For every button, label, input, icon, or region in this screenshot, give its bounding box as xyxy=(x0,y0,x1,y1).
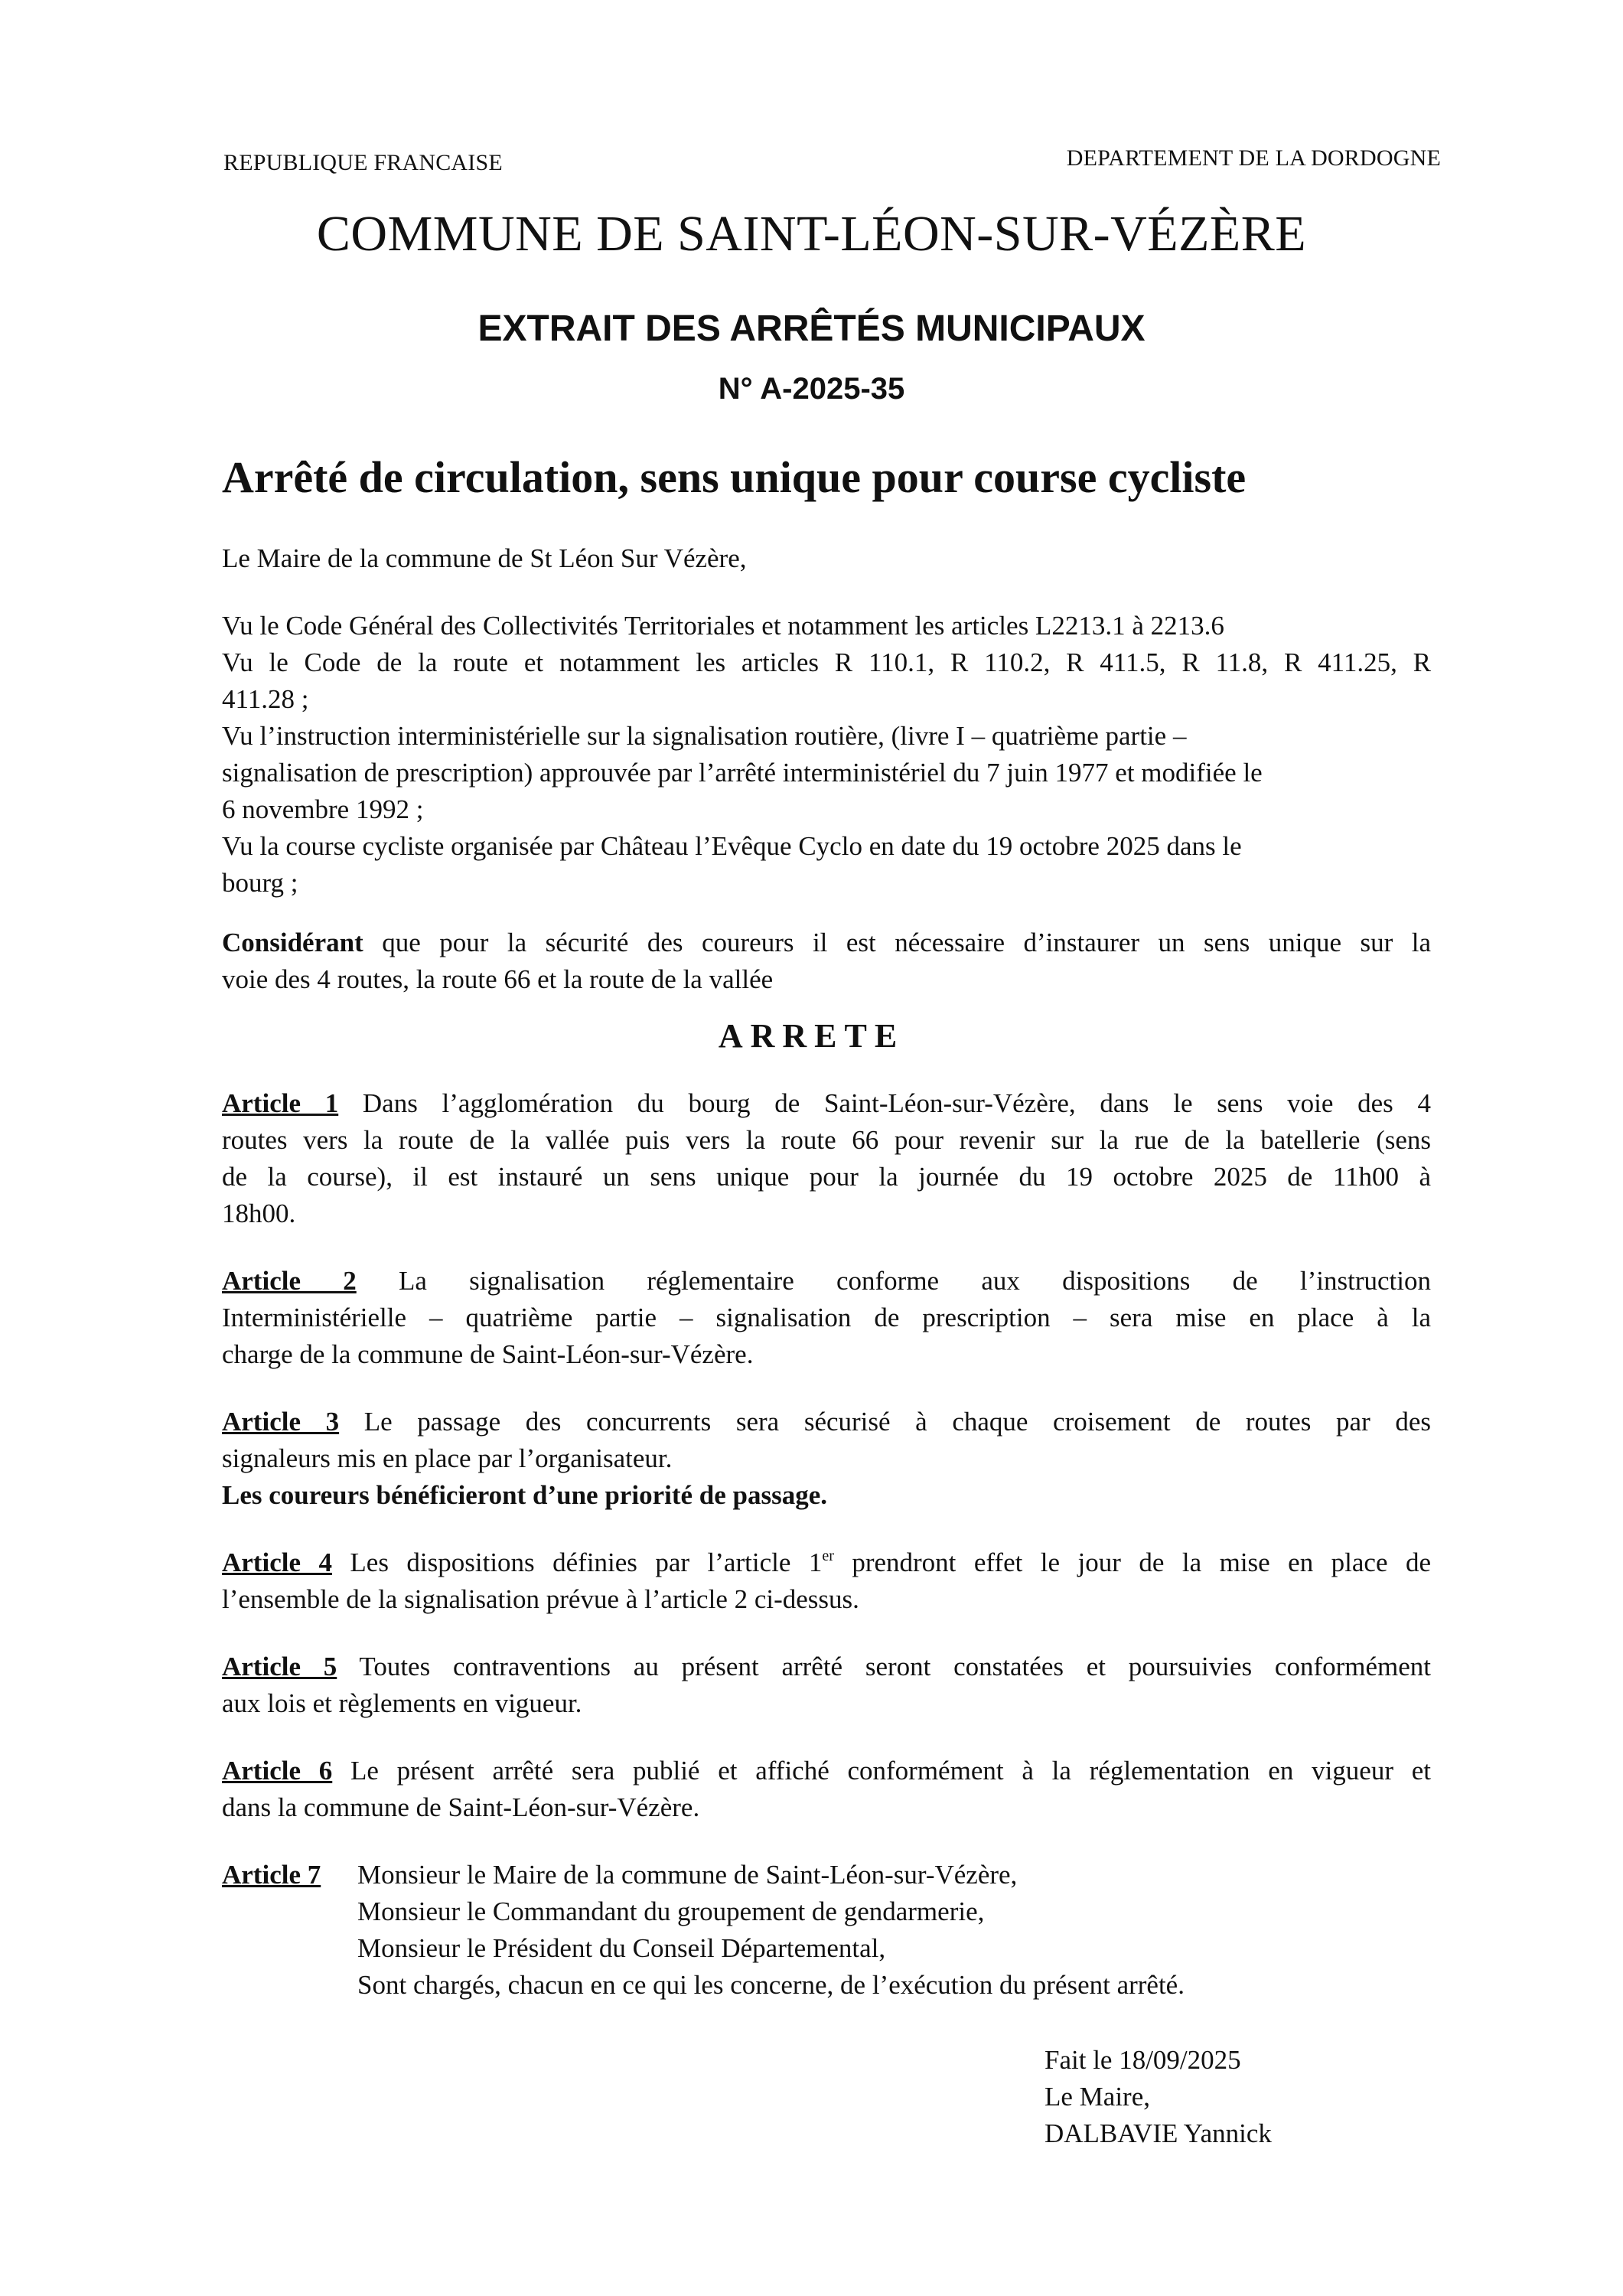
article-2-label: Article 2 xyxy=(222,1266,357,1296)
considerant-line: voie des 4 routes, la route 66 et la route de la vallée xyxy=(222,964,774,994)
article-3-priority: Les coureurs bénéficieront d’une priorité de passage. xyxy=(222,1480,828,1510)
article-5-label: Article 5 xyxy=(222,1652,337,1681)
article-3-line xyxy=(222,1404,1431,1440)
article-2-line: Interministérielle – quatrième partie – signalisation de prescription – sera mise en place à la xyxy=(222,1303,1431,1332)
article-3-label: Article 3 xyxy=(222,1407,340,1437)
article-3-text: Le passage des concurrents sera sécurisé à chaque croisement de routes par des xyxy=(339,1407,1431,1437)
vu-line: bourg ; xyxy=(222,868,298,898)
article-1-line: de la course), il est instauré un sens unique pour la journée du 19 octobre 2025 de 11h00 à xyxy=(222,1162,1431,1192)
article-2-line: charge de la commune de Saint-Léon-sur-Vézère. xyxy=(222,1339,754,1369)
article-6-line: dans la commune de Saint-Léon-sur-Vézère. xyxy=(222,1792,700,1822)
arrete-heading: ARRETE xyxy=(718,1017,905,1055)
article-6-line xyxy=(222,1753,1431,1789)
commune-title: COMMUNE DE SAINT-LÉON-SUR-VÉZÈRE xyxy=(316,206,1307,262)
article-6-text: Le présent arrêté sera publié et affiché conformément à la réglementation en vigueur et xyxy=(332,1756,1432,1786)
vu-line: Vu le Code Général des Collectivités Territoriales et notamment les articles L2213.1 à 2213.6 xyxy=(222,611,1224,641)
signature-role: Le Maire, xyxy=(1045,2082,1150,2112)
article-7-line: Monsieur le Maire de la commune de Saint-Léon-sur-Vézère, xyxy=(357,1860,1018,1890)
article-5-line: aux lois et règlements en vigueur. xyxy=(222,1688,582,1718)
vu-line: Vu le Code de la route et notamment les articles R 110.1, R 110.2, R 411.5, R 11.8, R 411.25, R xyxy=(222,647,1431,677)
vu-line: 6 novembre 1992 ; xyxy=(222,794,424,824)
vu-line: Vu l’instruction interministérielle sur la signalisation routière, (livre I – quatrième partie – xyxy=(222,721,1187,751)
article-7-label: Article 7 xyxy=(222,1860,321,1890)
article-4-line: l’ensemble de la signalisation prévue à l’article 2 ci-dessus. xyxy=(222,1584,859,1614)
header-departement: DEPARTEMENT DE LA DORDOGNE xyxy=(1066,145,1441,171)
article-6-label: Article 6 xyxy=(222,1756,333,1786)
article-1-text: Dans l’agglomération du bourg de Saint-Léon-sur-Vézère, dans le sens voie des 4 xyxy=(338,1088,1432,1118)
article-1-line xyxy=(222,1085,1431,1122)
article-4-sup: er xyxy=(822,1548,834,1564)
considerant-bold: Considérant xyxy=(222,928,363,957)
article-4-text-2: prendront effet le jour de la mise en place de xyxy=(833,1548,1431,1577)
article-7-line: Monsieur le Président du Conseil Départemental, xyxy=(357,1933,886,1963)
article-2-line xyxy=(222,1263,1431,1300)
vu-line: Vu la course cycliste organisée par Château l’Evêque Cyclo en date du 19 octobre 2025 dans le xyxy=(222,831,1242,861)
article-5-line xyxy=(222,1649,1431,1685)
article-4-line xyxy=(222,1544,1431,1581)
article-2-text: La signalisation réglementaire conforme aux dispositions de l’instruction xyxy=(356,1266,1432,1296)
article-4-text: Les dispositions définies par l’article 1 xyxy=(331,1548,823,1577)
header-republique: REPUBLIQUE FRANCAISE xyxy=(223,150,503,175)
article-3-line: signaleurs mis en place par l’organisateur. xyxy=(222,1443,673,1473)
arrete-number: N° A-2025-35 xyxy=(718,372,905,406)
article-1-line: routes vers la route de la vallée puis vers la route 66 pour revenir sur la rue de la batellerie (sens xyxy=(222,1125,1431,1155)
article-1-line: 18h00. xyxy=(222,1199,296,1228)
considerant-text: que pour la sécurité des coureurs il est nécessaire d’instaurer un sens unique sur la xyxy=(363,928,1431,957)
vu-line: 411.28 ; xyxy=(222,684,309,714)
signature-name: DALBAVIE Yannick xyxy=(1045,2118,1272,2148)
article-5-text: Toutes contraventions au présent arrêté seront constatées et poursuivies conformément xyxy=(337,1652,1432,1681)
article-7-line: Monsieur le Commandant du groupement de gendarmerie, xyxy=(357,1896,985,1926)
article-4-label: Article 4 xyxy=(222,1548,332,1577)
article-1-label: Article 1 xyxy=(222,1088,339,1118)
vu-line: signalisation de prescription) approuvée par l’arrêté interministériel du 7 juin 1977 et modifiée le xyxy=(222,758,1263,788)
document-title: Arrêté de circulation, sens unique pour course cycliste xyxy=(222,452,1247,502)
article-7-line: Sont chargés, chacun en ce qui les concerne, de l’exécution du présent arrêté. xyxy=(357,1970,1185,2000)
intro-line: Le Maire de la commune de St Léon Sur Vézère, xyxy=(222,543,747,573)
signature-date: Fait le 18/09/2025 xyxy=(1045,2045,1241,2075)
extrait-heading: EXTRAIT DES ARRÊTÉS MUNICIPAUX xyxy=(477,308,1146,349)
considerant-line xyxy=(222,925,1431,961)
